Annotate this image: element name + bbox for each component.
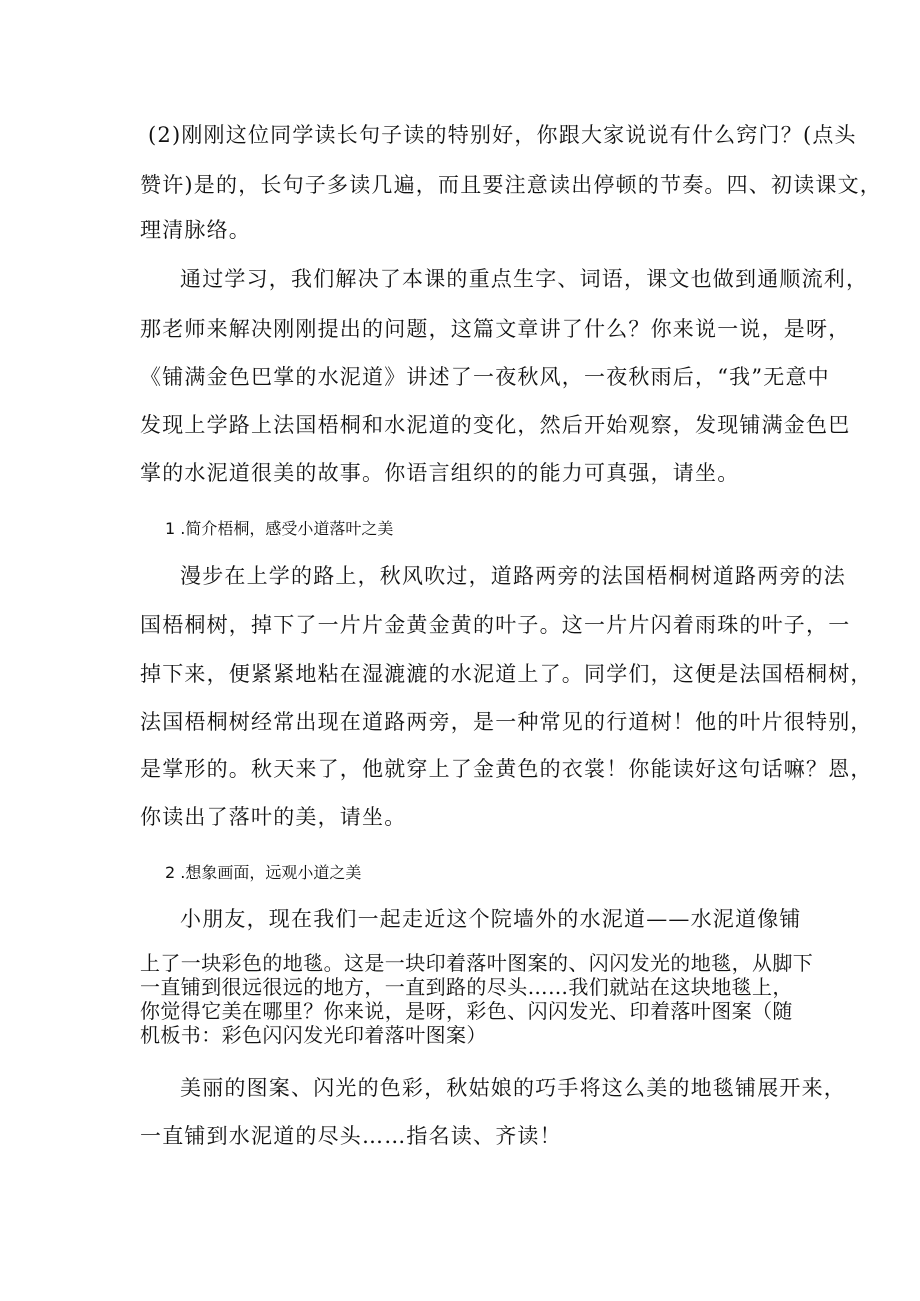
paragraph-line: 漫步在上学的路上，秋风吹过，道路两旁的法国梧桐树道路两旁的法 [180, 564, 846, 588]
paragraph-line: 上了一块彩色的地毯。这是一块印着落叶图案的、闪闪发光的地毯，从脚下 [140, 951, 814, 975]
paragraph-line: 掌的水泥道很美的故事。你语言组织的的能力可真强，请坐。 [140, 461, 740, 485]
paragraph-line: 小朋友，现在我们一起走近这个院墙外的水泥道——水泥道像铺 [180, 907, 802, 931]
paragraph-line: 法国梧桐树经常出现在道路两旁，是一种常见的行道树！他的叶片很特别， [140, 710, 873, 734]
paragraph-line: 一直铺到很远很远的地方，一直到路的尽头……我们就站在这块地毯上， [140, 975, 793, 999]
paragraph-line: 你读出了落叶的美，请坐。 [140, 805, 407, 829]
section-heading: 1 .简介梧桐，感受小道落叶之美 [165, 519, 394, 538]
paragraph-line: 理清脉络。 [140, 218, 251, 242]
paragraph-line: 机板书：彩色闪闪发光印着落叶图案） [140, 1023, 487, 1047]
section-heading: 2 .想象画面，远观小道之美 [165, 863, 362, 882]
paragraph-line: 美丽的图案、闪光的色彩，秋姑娘的巧手将这么美的地毯铺展开来， [180, 1076, 846, 1100]
paragraph-line: 赞许)是的，长句子多读几遍，而且要注意读出停顿的节奏。四、初读课文， [140, 173, 882, 197]
paragraph-line: 是掌形的。秋天来了，他就穿上了金黄色的衣裳！你能读好这句话嘛？恩， [140, 757, 873, 781]
paragraph-line: 《铺满金色巴掌的水泥道》讲述了一夜秋风，一夜秋雨后，“我”无意中 [140, 365, 830, 389]
paragraph-line: 那老师来解决刚刚提出的问题，这篇文章讲了什么？你来说一说，是呀， [140, 317, 851, 341]
paragraph-line: 你觉得它美在哪里？你来说，是呀，彩色、闪闪发光、印着落叶图案（随 [140, 999, 793, 1023]
paragraph-line: (2)刚刚这位同学读长句子读的特别好，你跟大家说说有什么窍门？(点头 [148, 123, 857, 147]
paragraph-line: 通过学习，我们解决了本课的重点生字、词语，课文也做到通顺流利， [180, 267, 869, 291]
paragraph-line: 国梧桐树，掉下了一片片金黄金黄的叶子。这一片片闪着雨珠的叶子，一 [140, 613, 851, 637]
paragraph-line: 一直铺到水泥道的尽头……指名读、齐读！ [140, 1124, 562, 1148]
paragraph-line: 掉下来，便紧紧地粘在湿漉漉的水泥道上了。同学们，这便是法国梧桐树， [140, 662, 873, 686]
paragraph-line: 发现上学路上法国梧桐和水泥道的变化，然后开始观察，发现铺满金色巴 [140, 413, 851, 437]
